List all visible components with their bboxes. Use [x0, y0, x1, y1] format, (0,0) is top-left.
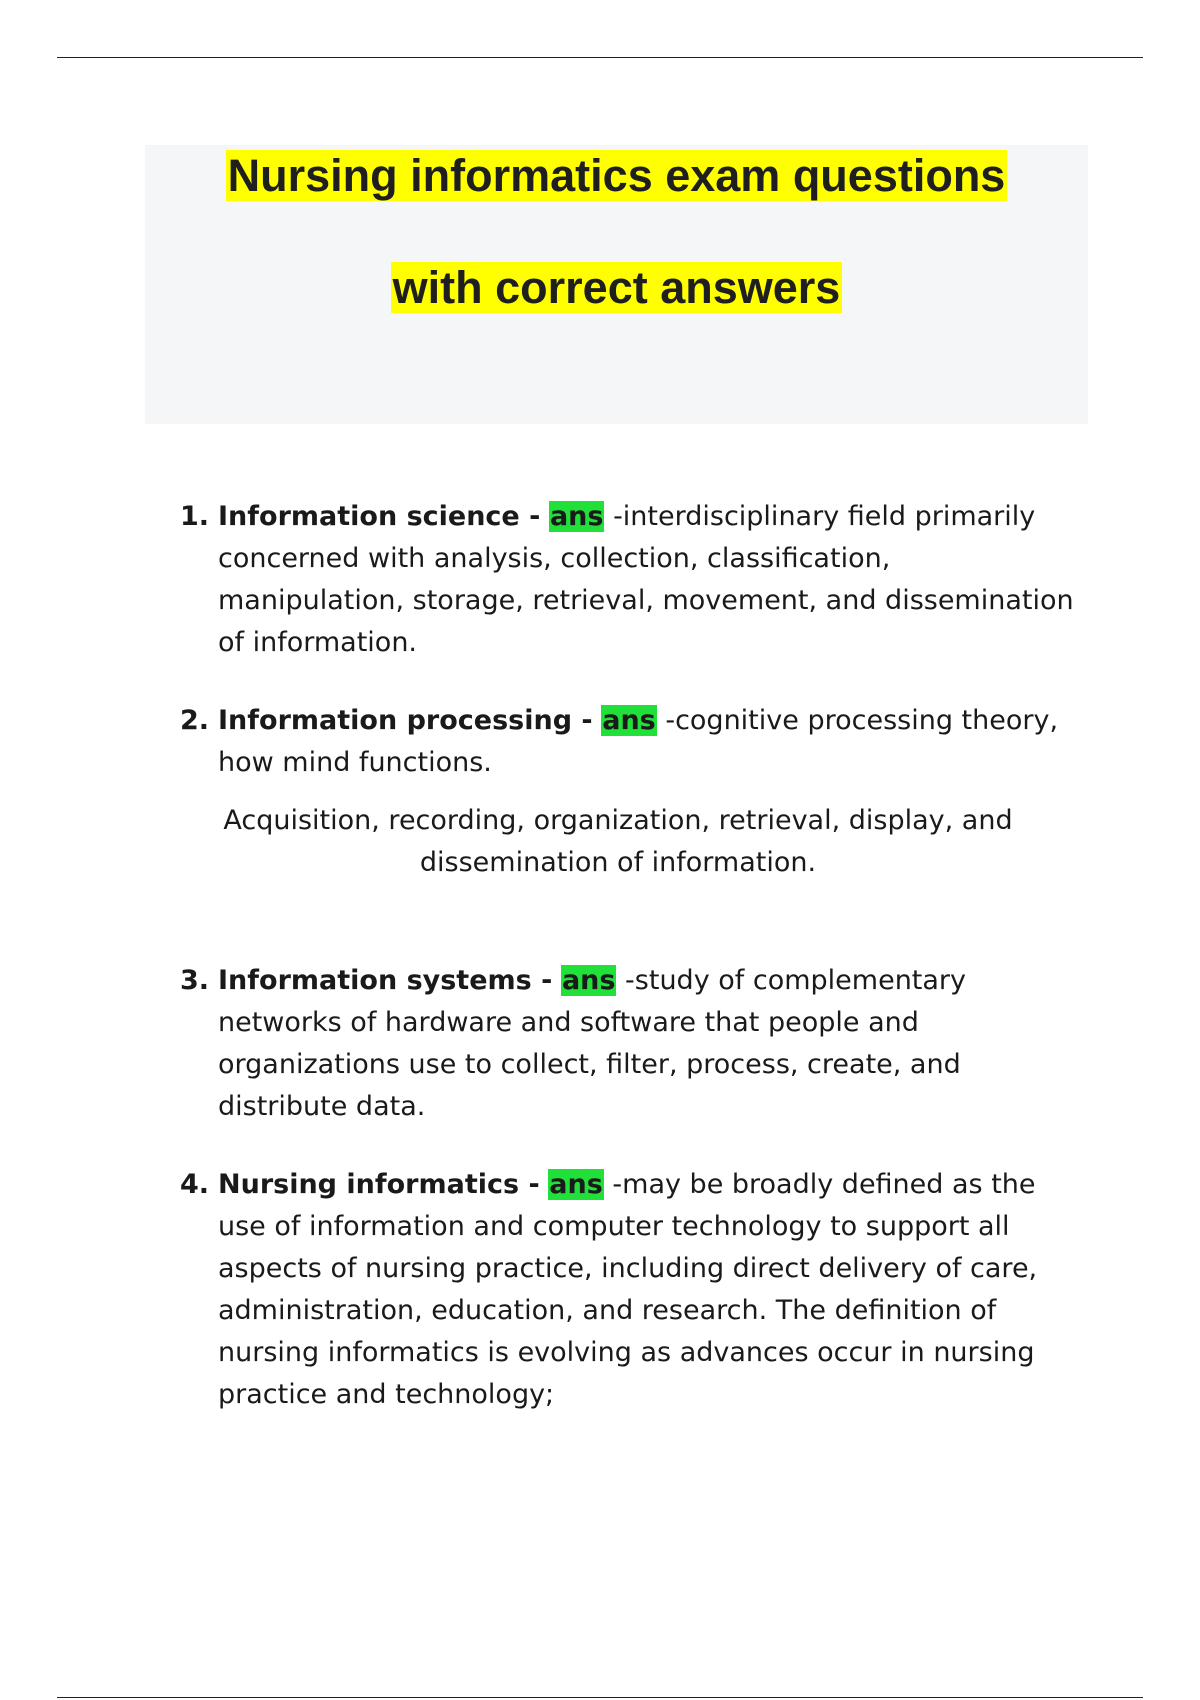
- list-item: [180, 496, 1078, 664]
- title-box: [145, 145, 1088, 424]
- top-rule: [57, 57, 1143, 58]
- page-title-line-2: [145, 261, 1088, 315]
- list-item: [180, 960, 1078, 1128]
- title-highlight-2: with correct answers: [392, 262, 841, 313]
- title-highlight-1: Nursing informatics exam questions: [227, 150, 1006, 201]
- item-answer: -cognitive processing theory, how mind functions.: [218, 705, 1059, 778]
- ans-label: ans: [549, 501, 604, 532]
- ans-label: ans: [561, 965, 616, 996]
- ans-label: ans: [602, 705, 656, 736]
- item-number: 2.: [180, 705, 210, 736]
- item-term: Information processing -: [218, 705, 593, 736]
- bottom-rule: [57, 1697, 1143, 1698]
- list-item: [180, 1164, 1078, 1416]
- item-number: 4.: [180, 1169, 210, 1200]
- list-item: [180, 700, 1078, 784]
- item-term: Information systems -: [218, 965, 553, 996]
- item-answer: -interdisciplinary field primarily concerned with analysis, collection, classification, manipulation, storage, retrieval, movement, and dissemination of information.: [218, 501, 1074, 658]
- item-number: 1.: [180, 501, 210, 532]
- item-number: 3.: [180, 965, 210, 996]
- item-term: Information science -: [218, 501, 541, 532]
- item-answer: -may be broadly defined as the use of information and computer technology to support all aspects of nursing practice, including direct delivery of care, administration, education, and research. The definition of nursing informatics is evolving as advances occur in nursing practice and technology;: [218, 1169, 1038, 1410]
- item-extra-text: Acquisition, recording, organization, retrieval, display, and dissemination of information.: [223, 805, 1013, 878]
- ans-label: ans: [549, 1169, 603, 1200]
- page-title-line-1: [145, 149, 1088, 203]
- item-answer: -study of complementary networks of hardware and software that people and organizations use to collect, filter, process, create, and distribute data.: [218, 965, 967, 1122]
- item-term: Nursing informatics -: [218, 1169, 540, 1200]
